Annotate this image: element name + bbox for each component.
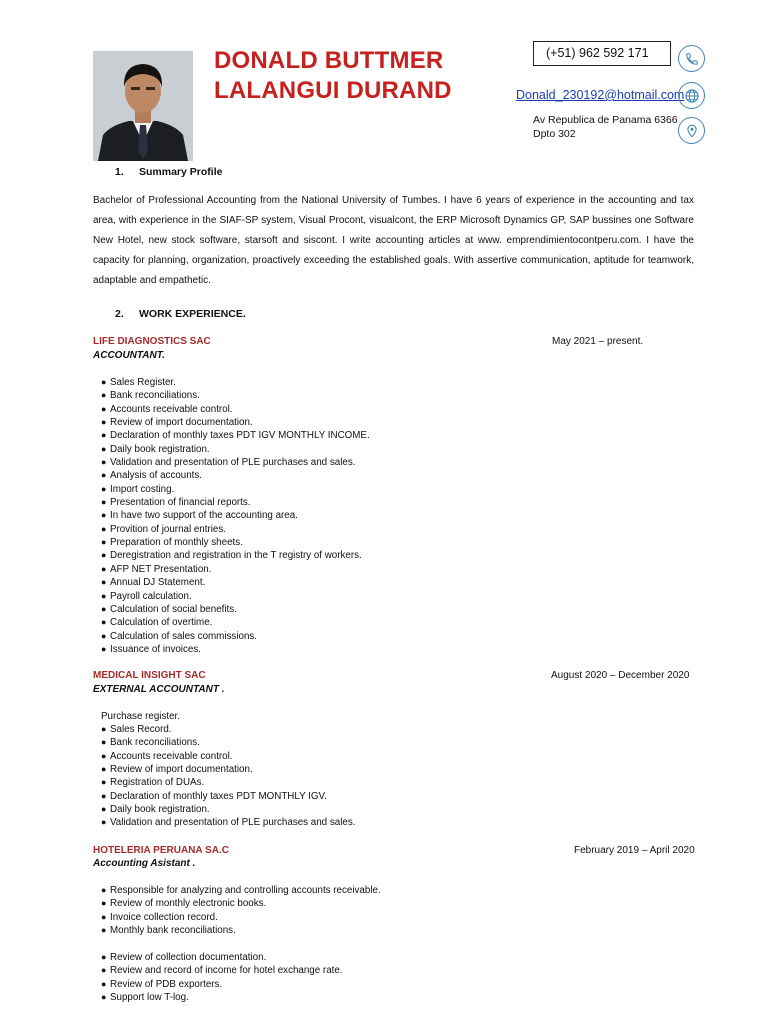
list-item-text: Monthly bank reconciliations.: [110, 925, 236, 937]
job-2-duties: [101, 723, 355, 830]
list-item: [101, 951, 343, 964]
list-item: [101, 549, 370, 562]
bullet-icon: ●: [101, 510, 107, 521]
list-item: [101, 978, 343, 991]
list-item: [101, 736, 355, 749]
list-item: [101, 723, 355, 736]
list-item-text: Presentation of financial reports.: [110, 497, 251, 509]
list-item: [101, 750, 355, 763]
list-item-text: Declaration of monthly taxes PDT IGV MONTHLY INCOME.: [110, 430, 370, 442]
list-item-text: Review of import documentation.: [110, 764, 253, 776]
job-1-date: May 2021 – present.: [552, 336, 644, 347]
list-item: [101, 429, 370, 442]
bullet-icon: ●: [101, 470, 107, 481]
list-item: [101, 616, 370, 629]
bullet-icon: ●: [101, 577, 107, 588]
email-link[interactable]: Donald_230192@hotmail.com: [516, 88, 685, 102]
list-item: [101, 816, 355, 829]
bullet-icon: ●: [101, 590, 107, 601]
list-item: [101, 643, 370, 656]
list-item-text: Review of collection documentation.: [110, 952, 267, 963]
list-item-text: Accounts receivable control.: [110, 750, 233, 762]
phone-number: (+51) 962 592 171: [533, 41, 671, 66]
list-item: [101, 469, 370, 482]
list-item-text: Payroll calculation.: [110, 590, 192, 602]
phone-icon: [678, 45, 705, 72]
list-item-text: Calculation of social benefits.: [110, 603, 237, 615]
list-item: [101, 776, 355, 789]
summary-heading: [115, 166, 222, 178]
bullet-icon: ●: [101, 911, 107, 922]
list-item-text: Annual DJ Statement.: [110, 577, 206, 589]
summary-text: Bachelor of Professional Accounting from the National University of Tumbes. I have 6 years of experience in the accounting and tax area, with experience in the SIAF-SP system, Visual Procont, visualcont, the ERP Microsoft Dynamics GP, SAP bussines one Software New Hotel, new stock software, starsoft and siscont. I write accounting articles at www. emprendimientocontperu.com. I have the capacity for planning, organization, proactively exceeding the established goals. With assertive communication, aptitude for teamwork, adaptable and empathetic.: [93, 195, 694, 286]
list-item: [101, 884, 381, 897]
profile-photo: [93, 51, 193, 161]
job-3-date: February 2019 – April 2020: [574, 845, 695, 856]
list-item: [101, 630, 370, 643]
list-item-text: Calculation of sales commissions.: [110, 630, 258, 642]
bullet-icon: ●: [101, 898, 107, 909]
list-item: [101, 991, 343, 1004]
list-item-text: Import costing.: [110, 483, 175, 495]
list-item-text: Review of monthly electronic books.: [110, 898, 267, 910]
list-item-text: Declaration of monthly taxes PDT MONTHLY IGV.: [110, 790, 327, 802]
list-item: [101, 483, 370, 496]
bullet-icon: ●: [101, 630, 107, 641]
bullet-icon: ●: [101, 403, 107, 414]
list-item: [101, 763, 355, 776]
bullet-icon: ●: [101, 724, 107, 734]
globe-icon: [678, 82, 705, 109]
job-1-role: ACCOUNTANT.: [93, 350, 165, 361]
bullet-icon: ●: [101, 617, 107, 628]
bullet-icon: ●: [101, 777, 107, 788]
list-item-text: Bank reconciliations.: [110, 390, 200, 402]
list-item: [101, 376, 370, 389]
list-item: [101, 403, 370, 416]
bullet-icon: ●: [101, 537, 107, 548]
candidate-name: [214, 46, 452, 106]
summary-title: Summary Profile: [139, 166, 223, 178]
bullet-icon: ●: [101, 965, 107, 976]
bullet-icon: ●: [101, 978, 107, 989]
list-item-text: Deregistration and registration in the T registry of workers.: [110, 550, 362, 562]
list-item-text: Daily book registration.: [110, 804, 210, 816]
bullet-icon: ●: [101, 603, 107, 614]
location-pin-icon: [678, 117, 705, 144]
bullet-icon: ●: [101, 817, 107, 828]
bullet-icon: ●: [101, 992, 107, 1003]
list-item-text: In have two support of the accounting area.: [110, 510, 298, 522]
bullet-icon: ●: [101, 417, 107, 428]
job-3-company: HOTELERIA PERUANA SA.C: [93, 845, 229, 856]
bullet-icon: ●: [101, 764, 107, 775]
list-item-text: Preparation of monthly sheets.: [110, 537, 243, 549]
list-item: [101, 897, 381, 910]
list-item-text: Support low T-log.: [110, 992, 189, 1004]
bullet-icon: ●: [101, 497, 107, 508]
job-2-company: MEDICAL INSIGHT SAC: [93, 670, 206, 681]
bullet-icon: ●: [101, 430, 107, 441]
list-item: [101, 924, 381, 937]
bullet-icon: ●: [101, 457, 107, 468]
list-item: [101, 576, 370, 589]
job-2-role: EXTERNAL ACCOUNTANT .: [93, 684, 225, 695]
list-item: [101, 496, 370, 509]
job-2-date: August 2020 – December 2020: [551, 670, 690, 681]
list-item: [101, 563, 370, 576]
list-item-text: AFP NET Presentation.: [110, 563, 212, 575]
list-item: [101, 456, 370, 469]
list-item-text: Calculation of overtime.: [110, 617, 213, 629]
job-3-role: Accounting Asistant .: [93, 858, 196, 869]
bullet-icon: ●: [101, 550, 107, 561]
list-item-text: Daily book registration.: [110, 443, 210, 455]
work-experience-heading: [115, 308, 246, 320]
bullet-icon: ●: [101, 523, 107, 534]
name-line-2: LALANGUI DURAND: [214, 77, 452, 104]
list-item-text: Invoice collection record.: [110, 911, 218, 923]
list-item: [101, 911, 381, 924]
bullet-icon: ●: [101, 885, 107, 895]
bullet-icon: ●: [101, 952, 107, 962]
experience-number: 2.: [115, 308, 124, 320]
bullet-icon: ●: [101, 925, 107, 936]
bullet-icon: ●: [101, 750, 107, 761]
summary-number: 1.: [115, 166, 124, 178]
address-line-2: Dpto 302: [533, 128, 576, 140]
list-item: [101, 509, 370, 522]
bullet-icon: ●: [101, 483, 107, 494]
list-item-text: Sales Register.: [110, 377, 176, 388]
bullet-icon: ●: [101, 643, 107, 654]
list-item: [101, 536, 370, 549]
list-item: [101, 523, 370, 536]
list-item-text: Issuance of invoices.: [110, 643, 201, 655]
address-line-1: Av Republica de Panama 6366: [533, 114, 678, 126]
list-item-text: Accounts receivable control.: [110, 403, 233, 415]
list-item-text: Bank reconciliations.: [110, 737, 200, 749]
list-item-text: Analysis of accounts.: [110, 470, 203, 482]
experience-title: WORK EXPERIENCE.: [139, 308, 246, 320]
list-item: [101, 590, 370, 603]
address: [533, 113, 678, 141]
job-1-duties: [101, 376, 370, 656]
job-2-intro: Purchase register.: [101, 711, 180, 722]
list-item-text: Sales Record.: [110, 724, 172, 735]
list-item: [101, 443, 370, 456]
bullet-icon: ●: [101, 390, 107, 401]
bullet-icon: ●: [101, 377, 107, 387]
job-3-duties-a: [101, 884, 381, 937]
list-item-text: Provition of journal entries.: [110, 523, 226, 535]
bullet-icon: ●: [101, 443, 107, 454]
list-item-text: Review of import documentation.: [110, 417, 253, 429]
bullet-icon: ●: [101, 790, 107, 801]
list-item-text: Review and record of income for hotel exchange rate.: [110, 965, 343, 977]
list-item: [101, 389, 370, 402]
list-item-text: Responsible for analyzing and controlling accounts receivable.: [110, 885, 381, 896]
list-item: [101, 964, 343, 977]
bullet-icon: ●: [101, 804, 107, 815]
job-3-duties-b: [101, 951, 343, 1004]
list-item: [101, 803, 355, 816]
job-1-company: LIFE DIAGNOSTICS SAC: [93, 336, 211, 347]
list-item: [101, 416, 370, 429]
list-item: [101, 603, 370, 616]
name-line-1: DONALD BUTTMER: [214, 47, 444, 74]
list-item-text: Review of PDB exporters.: [110, 978, 223, 990]
bullet-icon: ●: [101, 737, 107, 748]
list-item-text: Registration of DUAs.: [110, 777, 205, 789]
list-item-text: Validation and presentation of PLE purchases and sales.: [110, 457, 356, 469]
list-item: [101, 790, 355, 803]
bullet-icon: ●: [101, 563, 107, 574]
list-item-text: Validation and presentation of PLE purchases and sales.: [110, 817, 356, 829]
